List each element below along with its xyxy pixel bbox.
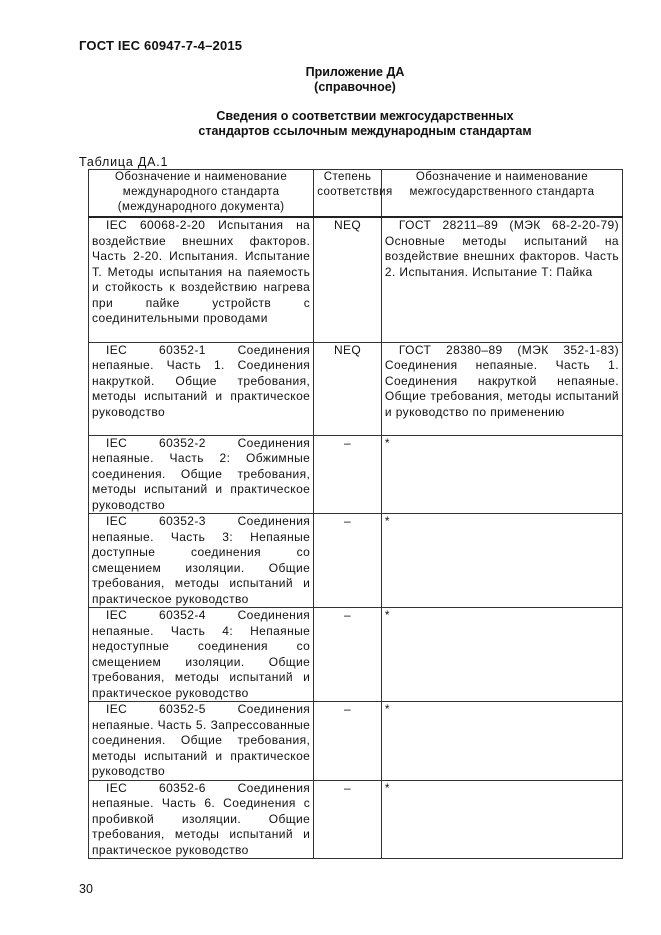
- national-standard-cell: *: [381, 702, 622, 781]
- international-standard-text: IEC 60352-4 Соединения непаяные. Часть 4: Непаяные недоступные соединения со смещением изоляции. Общие требования, методы испытаний и практическое руководство: [92, 608, 311, 700]
- section-heading-line-2: стандартов ссылочным международным стандартам: [198, 124, 532, 138]
- table-caption: Таблица ДА.1: [79, 155, 169, 169]
- appendix-title-block: [200, 65, 510, 95]
- degree-cell: –: [314, 514, 382, 608]
- national-standard-cell: *: [381, 435, 622, 514]
- column-header-national: Обозначение и наименование межгосударственного стандарта: [381, 170, 622, 218]
- national-standard-cell: [381, 342, 622, 435]
- correspondence-table: [88, 169, 623, 859]
- column-header-international: Обозначение и наименование международного стандарта (международного документа): [89, 170, 314, 218]
- international-standard-cell: [89, 342, 314, 435]
- international-standard-text: IEC 60352-1 Соединения непаяные. Часть 1. Соединения накруткой. Общие требования, методы испытаний и практическое руководство: [92, 342, 311, 419]
- international-standard-cell: [89, 514, 314, 608]
- degree-cell: –: [314, 608, 382, 702]
- table-row: [89, 780, 623, 859]
- page-number: 30: [79, 882, 93, 896]
- column-header-degree: Степень соответствия: [314, 170, 382, 218]
- table-row: [89, 217, 623, 342]
- international-standard-text: IEC 60352-5 Соединения непаяные. Часть 5. Запрессованные соединения. Общие требования, методы испытаний и практическое руководство: [92, 702, 311, 778]
- degree-cell: NEQ: [314, 342, 382, 435]
- appendix-title: Приложение ДА: [305, 65, 405, 79]
- international-standard-text: IEC 60352-6 Соединения непаяные. Часть 6. Соединения с пробивкой изоляции. Общие требования, методы испытаний и практическое руководство: [92, 780, 311, 857]
- national-standard-text: ГОСТ 28380–89 (МЭК 352-1-83) Соединения непаяные. Часть 1. Соединения накруткой непаяные. Общие требования, методы испытаний и руководство по применению: [384, 342, 619, 419]
- national-standard-cell: *: [381, 780, 622, 859]
- appendix-subtitle: (справочное): [314, 80, 396, 94]
- national-standard-cell: *: [381, 608, 622, 702]
- international-standard-cell: [89, 780, 314, 859]
- international-standard-cell: [89, 702, 314, 781]
- international-standard-cell: [89, 435, 314, 514]
- table-row: [89, 435, 623, 514]
- national-standard-cell: *: [381, 514, 622, 608]
- table-row: [89, 702, 623, 781]
- international-standard-text: IEC 60352-2 Соединения непаяные. Часть 2: Обжимные соединения. Общие требования, методы испытаний и практическое руководство: [92, 435, 311, 512]
- table-header-row: [89, 170, 623, 218]
- degree-cell: –: [314, 702, 382, 781]
- degree-cell: –: [314, 435, 382, 514]
- international-standard-cell: [89, 217, 314, 342]
- table-row: [89, 608, 623, 702]
- degree-cell: –: [314, 780, 382, 859]
- section-heading: [160, 109, 570, 139]
- national-standard-text: ГОСТ 28211–89 (МЭК 68-2-20-79) Основные методы испытаний на воздействие внешних факторов. Часть 2. Испытания. Испытание Т: Пайка: [384, 218, 619, 279]
- section-heading-line-1: Сведения о соответствии межгосударственных: [216, 109, 514, 123]
- document-header: ГОСТ IEC 60947-7-4–2015: [79, 38, 243, 53]
- international-standard-text: IEC 60352-3 Соединения непаяные. Часть 3: Непаяные доступные соединения со смещением изоляции. Общие требования, методы испытаний и практическое руководство: [92, 514, 311, 606]
- international-standard-cell: [89, 608, 314, 702]
- table-row: [89, 342, 623, 435]
- international-standard-text: IEC 60068-2-20 Испытания на воздействие внешних факторов. Часть 2-20. Испытания. Испытание Т. Методы испытания на паяемость и стойкость к воздействию нагрева при пайке устройств с соединительными проводами: [92, 218, 311, 325]
- national-standard-cell: [381, 217, 622, 342]
- degree-cell: NEQ: [314, 217, 382, 342]
- table-row: [89, 514, 623, 608]
